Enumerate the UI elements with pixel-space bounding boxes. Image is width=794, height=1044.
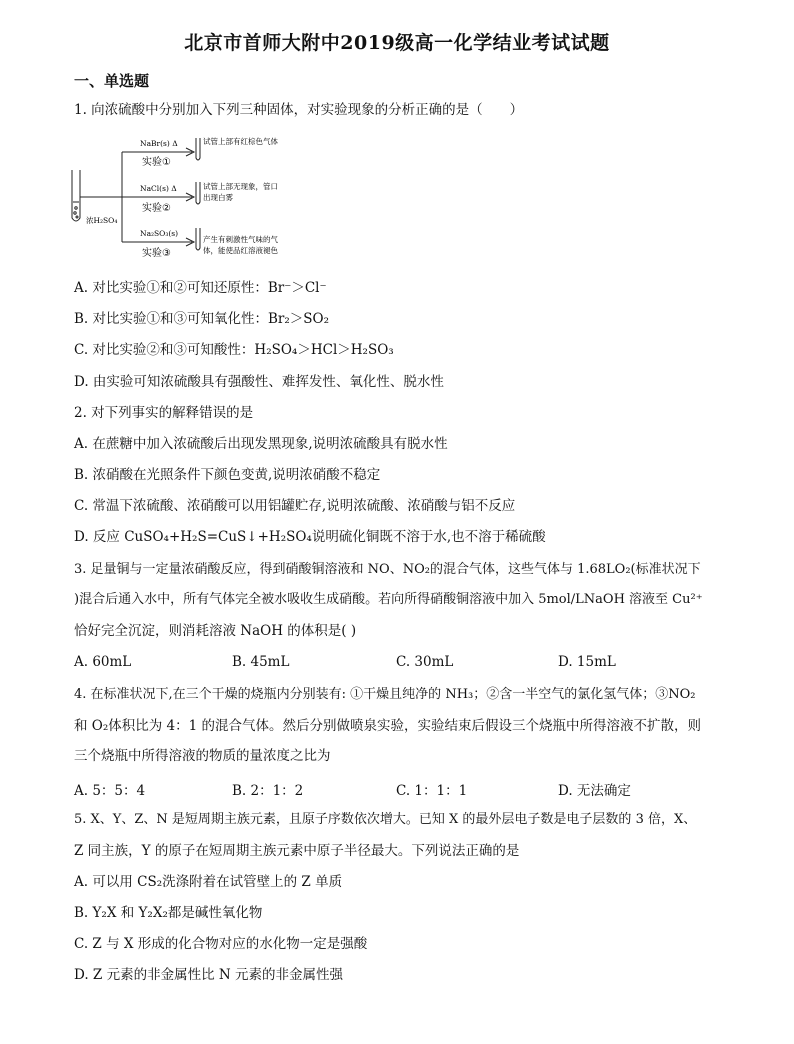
q4-option-d: D. 无法确定: [558, 783, 631, 799]
q3-stem-line2: )混合后通入水中，所有气体完全被水吸收生成硝酸。若向所得硝酸铜溶液中加入 5mol/LNaOH 溶液至 Cu²⁺: [74, 592, 703, 607]
q1-option-c: C. 对比实验②和③可知酸性：H₂SO₄＞HCl＞H₂SO₃: [74, 342, 394, 358]
exp1-observation: 试管上部有红棕色气体: [203, 137, 278, 146]
q5-stem-line2: Z 同主族，Y 的原子在短周期主族元素中原子半径最大。下列说法正确的是: [74, 843, 520, 859]
exp3-name: 实验③: [142, 248, 171, 259]
tube-2: [196, 182, 200, 204]
q5-option-d: D. Z 元素的非金属性比 N 元素的非金属性强: [74, 967, 343, 983]
exp3-observation-line1: 产生有刺激性气味的气: [203, 235, 278, 244]
exp2-observation-line1: 试管上部无现象，管口: [203, 182, 278, 191]
exp3-reagent: Na₂SO₃(s): [140, 229, 179, 238]
q3-option-c: C. 30mL: [396, 654, 454, 670]
q4-option-b: B. 2：1：2: [232, 783, 304, 799]
q2-option-c: C. 常温下浓硫酸、浓硝酸可以用铝罐贮存,说明浓硫酸、浓硝酸与铝不反应: [74, 498, 516, 514]
acid-label: 浓H₂SO₄: [86, 216, 118, 225]
q4-stem-line2: 和 O₂体积比为 4：1 的混合气体。然后分别做喷泉实验，实验结束后假设三个烧瓶中所得溶液不扩散，则: [74, 718, 702, 734]
exp2-reagent: NaCl(s) Δ: [140, 184, 177, 193]
q4-stem-line1: 4. 在标准状况下,在三个干燥的烧瓶内分别装有: ①干燥且纯净的 NH₃；②含一半空气的氯化氢气体；③NO₂: [74, 687, 696, 702]
q4-option-c: C. 1：1：1: [396, 783, 468, 799]
q3-stem-line3: 恰好完全沉淀，则消耗溶液 NaOH 的体积是( ): [74, 623, 357, 639]
q1-option-d: D. 由实验可知浓硫酸具有强酸性、难挥发性、氧化性、脱水性: [74, 374, 444, 390]
q3-option-a: A. 60mL: [74, 654, 132, 670]
exp3-observation-line2: 体，能使品红溶液褪色: [203, 246, 278, 255]
tube-3: [196, 228, 200, 250]
tube-1: [196, 138, 200, 160]
q5-stem-line1: 5. X、Y、Z、N 是短周期主族元素，且原子序数依次增大。已知 X 的最外层电子数是电子层数的 3 倍，X、: [74, 812, 697, 827]
q1-option-a: A. 对比实验①和②可知还原性：Br⁻＞Cl⁻: [74, 280, 327, 296]
q3-stem-line1: 3. 足量铜与一定量浓硝酸反应，得到硝酸铜溶液和 NO、NO₂的混合气体，这些气体与 1.68LO₂(标准状况下: [74, 562, 701, 577]
q3-option-b: B. 45mL: [232, 654, 290, 670]
q2-option-d: D. 反应 CuSO₄+H₂S=CuS↓+H₂SO₄说明硫化铜既不溶于水,也不溶于稀硫酸: [74, 529, 546, 545]
section-heading: 一、单选题: [74, 72, 150, 90]
exp1-reagent: NaBr(s) Δ: [140, 139, 178, 148]
q1-option-b: B. 对比实验①和③可知氧化性：Br₂＞SO₂: [74, 311, 330, 327]
q1-experiment-diagram: [64, 130, 364, 270]
q2-option-b: B. 浓硝酸在光照条件下颜色变黄,说明浓硝酸不稳定: [74, 467, 381, 483]
q2-option-a: A. 在蔗糖中加入浓硫酸后出现发黑现象,说明浓硫酸具有脱水性: [74, 436, 448, 452]
q5-option-b: B. Y₂X 和 Y₂X₂都是碱性氧化物: [74, 905, 263, 921]
q3-option-d: D. 15mL: [558, 654, 616, 670]
q5-option-a: A. 可以用 CS₂洗涤附着在试管壁上的 Z 单质: [74, 874, 343, 890]
exp1-name: 实验①: [142, 157, 171, 168]
q5-option-c: C. Z 与 X 形成的化合物对应的水化物一定是强酸: [74, 936, 368, 952]
exp2-name: 实验②: [142, 203, 171, 214]
q2-stem: 2. 对下列事实的解释错误的是: [74, 405, 254, 421]
q1-stem: 1. 向浓硫酸中分别加入下列三种固体，对实验现象的分析正确的是（ ）: [74, 102, 524, 118]
q4-stem-line3: 三个烧瓶中所得溶液的物质的量浓度之比为: [74, 748, 331, 764]
page-title: 北京市首师大附中2019级高一化学结业考试试题: [184, 32, 610, 54]
q4-option-a: A. 5：5：4: [74, 783, 146, 799]
exp2-observation-line2: 出现白雾: [203, 193, 233, 202]
